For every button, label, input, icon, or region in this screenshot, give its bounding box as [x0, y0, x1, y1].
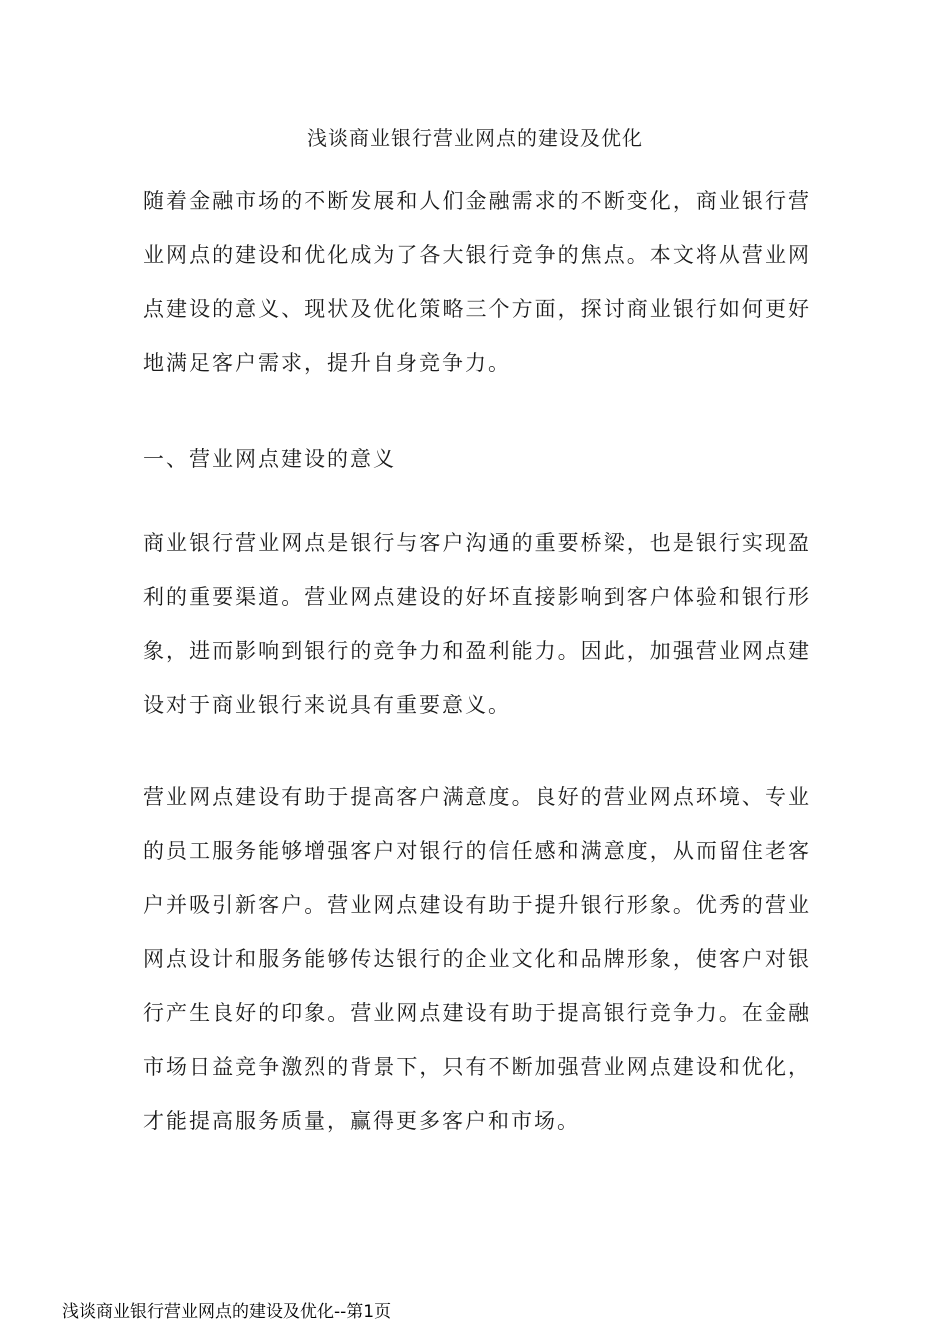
- body-paragraph-1: 商业银行营业网点是银行与客户沟通的重要桥梁，也是银行实现盈利的重要渠道。营业网点建设的好坏直接影响到客户体验和银行形象，进而影响到银行的竞争力和盈利能力。因此，加强营业网点建设对于商业银行来说具有重要意义。: [143, 531, 811, 717]
- body-paragraph-2: 营业网点建设有助于提高客户满意度。良好的营业网点环境、专业的员工服务能够增强客户对银行的信任感和满意度，从而留住老客户并吸引新客户。营业网点建设有助于提升银行形象。优秀的营业网点设计和服务能够传达银行的企业文化和品牌形象，使客户对银行产生良好的印象。营业网点建设有助于提高银行竞争力。在金融市场日益竞争激烈的背景下，只有不断加强营业网点建设和优化，才能提高服务质量，赢得更多客户和市场。: [143, 785, 811, 1133]
- intro-paragraph: 随着金融市场的不断发展和人们金融需求的不断变化，商业银行营业网点的建设和优化成为了各大银行竞争的焦点。本文将从营业网点建设的意义、现状及优化策略三个方面，探讨商业银行如何更好地满足客户需求，提升自身竞争力。: [143, 189, 811, 375]
- section-heading: 一、营业网点建设的意义: [143, 447, 396, 471]
- document-title: 浅谈商业银行营业网点的建设及优化: [307, 126, 643, 150]
- page-footer: 浅谈商业银行营业网点的建设及优化--第1页: [62, 1302, 392, 1322]
